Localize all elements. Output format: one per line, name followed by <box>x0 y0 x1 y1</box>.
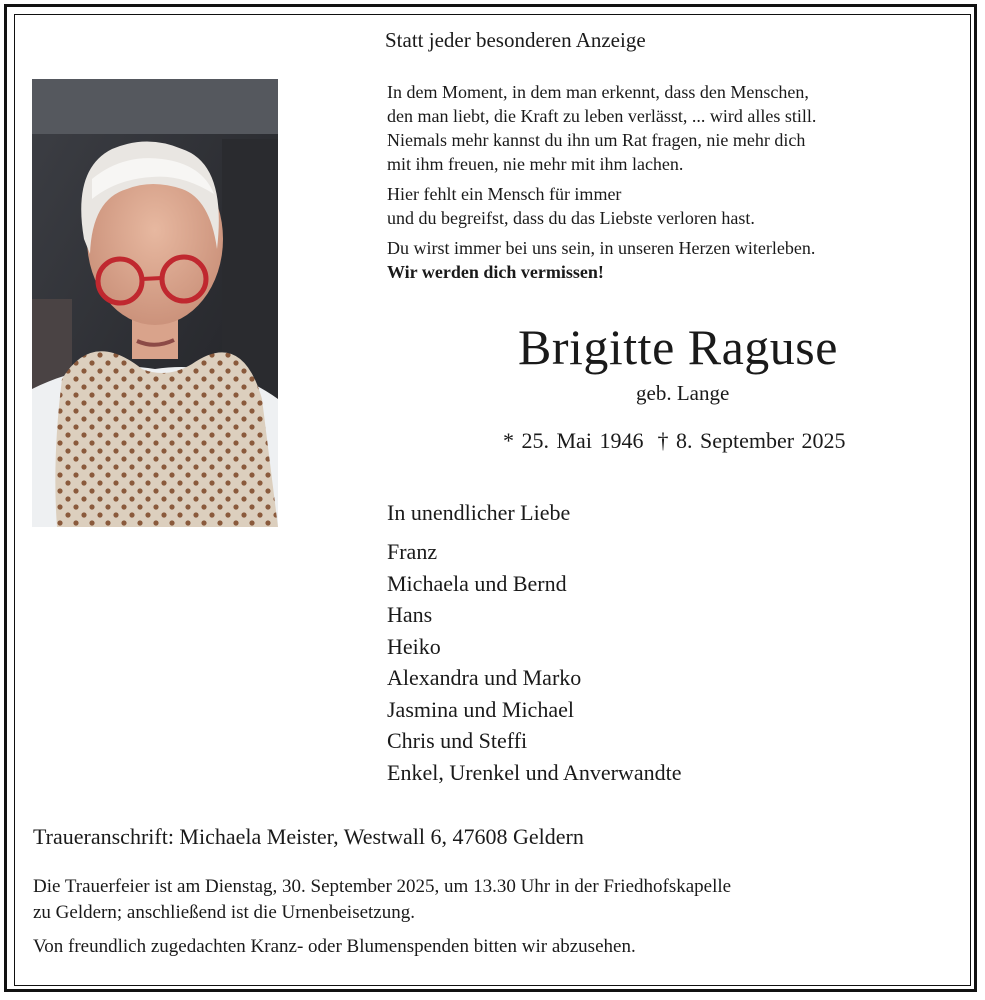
mourners-list <box>387 536 681 788</box>
mourner-name: Jasmina und Michael <box>387 696 574 722</box>
poem-line: Hier fehlt ein Mensch für immer <box>387 184 622 204</box>
mourner-name: Michaela und Bernd <box>387 570 567 596</box>
poem-line: Niemals mehr kannst du ihn um Rat fragen, nie mehr dich <box>387 130 806 150</box>
mourner-name: Hans <box>387 602 433 627</box>
poem <box>387 80 816 290</box>
notice-header: Statt jeder besonderen Anzeige <box>385 28 646 52</box>
mourner-name: Franz <box>387 539 438 564</box>
poem-line: und du begreifst, dass du das Liebste verloren hast. <box>387 208 755 228</box>
ceremony-line: zu Geldern; anschließend ist die Urnenbeisetzung. <box>33 902 415 923</box>
ceremony-info <box>33 874 731 926</box>
deceased-name: Brigitte Raguse <box>518 319 838 375</box>
maiden-name: geb. Lange <box>636 381 730 405</box>
life-dates <box>503 428 846 454</box>
mourner-name: Heiko <box>387 633 441 659</box>
birth-date: * 25. Mai 1946 <box>503 428 644 453</box>
mourner-name: Chris und Steffi <box>387 728 528 753</box>
poem-stanza-1 <box>387 80 816 176</box>
death-date: † 8. September 2025 <box>657 428 846 453</box>
portrait-photo <box>32 79 278 527</box>
donations-note: Von freundlich zugedachten Kranz- oder Blumenspenden bitten wir abzusehen. <box>33 936 636 957</box>
poem-stanza-2 <box>387 182 816 230</box>
mourners-intro: In unendlicher Liebe <box>387 500 571 525</box>
mourner-name: Enkel, Urenkel und Anverwandte <box>387 759 682 785</box>
ceremony-line: Die Trauerfeier ist am Dienstag, 30. September 2025, um 13.30 Uhr in der Friedhofskapelle <box>33 876 732 897</box>
poem-line: In dem Moment, in dem man erkennt, dass den Menschen, <box>387 82 809 102</box>
poem-line: den man liebt, die Kraft zu leben verlässt, ... wird alles still. <box>387 106 817 126</box>
poem-line: mit ihm freuen, nie mehr mit ihm lachen. <box>387 154 684 174</box>
mourner-name: Alexandra und Marko <box>387 665 582 690</box>
mourning-address: Traueranschrift: Michaela Meister, Westwall 6, 47608 Geldern <box>33 824 584 849</box>
poem-line: Du wirst immer bei uns sein, in unseren Herzen witerleben. <box>387 238 816 258</box>
poem-closing: Wir werden dich vermissen! <box>387 262 604 282</box>
poem-stanza-3 <box>387 236 816 284</box>
